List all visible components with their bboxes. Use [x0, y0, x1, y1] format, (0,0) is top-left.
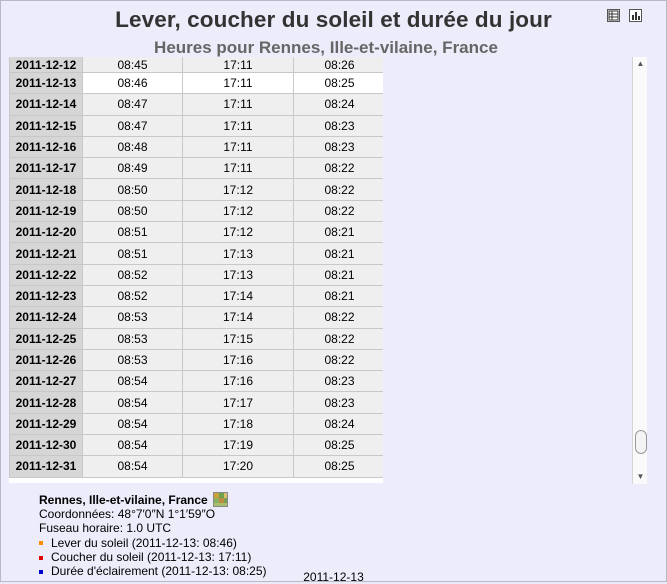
sunset-cell: 17:12	[183, 222, 294, 243]
table-row[interactable]	[10, 349, 384, 370]
scroll-down-icon[interactable]: ▼	[636, 472, 645, 481]
duration-cell: 08:21	[294, 264, 384, 285]
date-cell: 2011-12-31	[10, 456, 83, 477]
sunrise-bullet-icon	[39, 541, 43, 545]
sunrise-cell: 08:49	[83, 158, 183, 179]
date-cell: 2011-12-22	[10, 264, 83, 285]
sunrise-cell: 08:54	[83, 392, 183, 413]
sunset-cell: 17:12	[183, 179, 294, 200]
table-row[interactable]	[10, 435, 384, 456]
date-cell: 2011-12-24	[10, 307, 83, 328]
sunrise-cell: 08:47	[83, 115, 183, 136]
sunset-cell: 17:14	[183, 285, 294, 306]
sunrise-cell: 08:52	[83, 264, 183, 285]
duration-cell: 08:25	[294, 73, 384, 94]
sunrise-cell: 08:53	[83, 349, 183, 370]
sunrise-cell: 08:53	[83, 328, 183, 349]
sunset-cell: 17:12	[183, 200, 294, 221]
duration-cell: 08:25	[294, 456, 384, 477]
sunset-cell: 17:11	[183, 158, 294, 179]
sunrise-cell: 08:51	[83, 243, 183, 264]
location-name: Rennes, Ille-et-vilaine, France	[39, 493, 208, 507]
table-row[interactable]	[10, 328, 384, 349]
sunset-cell: 17:11	[183, 115, 294, 136]
table-row[interactable]	[10, 222, 384, 243]
sunset-cell: 17:11	[183, 136, 294, 157]
scroll-up-icon[interactable]: ▲	[636, 59, 645, 68]
sunset-cell: 17:11	[183, 94, 294, 115]
date-cell: 2011-12-14	[10, 94, 83, 115]
sunset-cell: 17:14	[183, 307, 294, 328]
date-cell: 2011-12-23	[10, 285, 83, 306]
map-icon[interactable]	[213, 492, 228, 507]
sunset-cell: 17:11	[183, 73, 294, 94]
table-row[interactable]	[10, 243, 384, 264]
sunset-cell: 17:17	[183, 392, 294, 413]
duration-cell: 08:22	[294, 328, 384, 349]
date-cell: 2011-12-20	[10, 222, 83, 243]
sunrise-cell: 08:46	[83, 73, 183, 94]
date-cell: 2011-12-28	[10, 392, 83, 413]
duration-cell: 08:21	[294, 222, 384, 243]
timezone: Fuseau horaire: 1.0 UTC	[39, 521, 172, 536]
sunset-cell: 17:20	[183, 456, 294, 477]
sunset-bullet-icon	[39, 556, 43, 560]
duration-cell: 08:22	[294, 307, 384, 328]
sunset-cell: 17:16	[183, 349, 294, 370]
table-row[interactable]	[10, 179, 384, 200]
page-title: Lever, coucher du soleil et durée du jour	[115, 7, 552, 32]
sunrise-cell: 08:54	[83, 413, 183, 434]
table-row[interactable]	[10, 371, 384, 392]
location-info	[39, 492, 267, 578]
date-cell: 2011-12-29	[10, 413, 83, 434]
date-cell: 2011-12-21	[10, 243, 83, 264]
duration-cell: 08:24	[294, 413, 384, 434]
table-row[interactable]	[10, 264, 384, 285]
sunset-cell: 17:18	[183, 413, 294, 434]
legend-duration: Durée d'éclairement (2011-12-13: 08:25)	[39, 564, 267, 578]
sunrise-cell: 08:52	[83, 285, 183, 306]
duration-cell: 08:23	[294, 115, 384, 136]
sunset-cell: 17:16	[183, 371, 294, 392]
chart-view-icon[interactable]	[629, 9, 642, 22]
table-row[interactable]	[10, 285, 384, 306]
sunrise-cell: 08:50	[83, 200, 183, 221]
table-row[interactable]	[10, 73, 384, 94]
sunset-cell: 17:19	[183, 435, 294, 456]
duration-cell: 08:23	[294, 392, 384, 413]
date-cell: 2011-12-13	[10, 73, 83, 94]
table-view-icon[interactable]	[607, 9, 620, 22]
table-row[interactable]	[10, 456, 384, 477]
duration-cell: 08:22	[294, 200, 384, 221]
sunrise-cell: 08:47	[83, 94, 183, 115]
table-row[interactable]	[10, 115, 384, 136]
sunrise-cell: 08:50	[83, 179, 183, 200]
table-row[interactable]	[10, 413, 384, 434]
duration-cell: 08:23	[294, 136, 384, 157]
legend-sunrise: Lever du soleil (2011-12-13: 08:46)	[39, 536, 267, 550]
sun-times-table	[9, 57, 383, 478]
footer-date: 2011-12-13	[303, 570, 364, 584]
table-scrollbar[interactable]	[632, 57, 647, 484]
duration-cell: 08:26	[294, 57, 384, 73]
date-cell: 2011-12-30	[10, 435, 83, 456]
duration-cell: 08:24	[294, 94, 384, 115]
sunrise-cell: 08:54	[83, 456, 183, 477]
sunset-cell: 17:11	[183, 57, 294, 73]
date-cell: 2011-12-15	[10, 115, 83, 136]
date-cell: 2011-12-12	[10, 57, 83, 73]
table-row[interactable]	[10, 158, 384, 179]
table-row[interactable]	[10, 392, 384, 413]
date-cell: 2011-12-17	[10, 158, 83, 179]
date-cell: 2011-12-18	[10, 179, 83, 200]
table-row[interactable]	[10, 307, 384, 328]
sunrise-cell: 08:54	[83, 435, 183, 456]
date-cell: 2011-12-19	[10, 200, 83, 221]
sunset-cell: 17:15	[183, 328, 294, 349]
duration-cell: 08:22	[294, 158, 384, 179]
sunrise-cell: 08:53	[83, 307, 183, 328]
date-cell: 2011-12-27	[10, 371, 83, 392]
table-row[interactable]	[10, 200, 384, 221]
table-row[interactable]	[10, 136, 384, 157]
date-cell: 2011-12-26	[10, 349, 83, 370]
duration-cell: 08:22	[294, 179, 384, 200]
sunrise-cell: 08:45	[83, 57, 183, 73]
coordinates: Coordonnées: 48°7′0″N 1°1′59″O	[39, 507, 216, 522]
table-row[interactable]	[10, 94, 384, 115]
date-cell: 2011-12-16	[10, 136, 83, 157]
duration-cell: 08:21	[294, 285, 384, 306]
sunset-cell: 17:13	[183, 264, 294, 285]
sunrise-cell: 08:54	[83, 371, 183, 392]
date-cell: 2011-12-25	[10, 328, 83, 349]
sunrise-cell: 08:48	[83, 136, 183, 157]
duration-cell: 08:25	[294, 435, 384, 456]
duration-cell: 08:21	[294, 243, 384, 264]
sunset-cell: 17:13	[183, 243, 294, 264]
sun-times-table-container[interactable]	[9, 57, 383, 483]
sunrise-cell: 08:51	[83, 222, 183, 243]
duration-cell: 08:22	[294, 349, 384, 370]
duration-cell: 08:23	[294, 371, 384, 392]
legend-sunset: Coucher du soleil (2011-12-13: 17:11)	[39, 550, 267, 564]
table-row[interactable]	[10, 57, 384, 73]
scroll-thumb[interactable]	[635, 430, 647, 454]
page-subtitle: Heures pour Rennes, Ille-et-vilaine, France	[154, 38, 498, 57]
